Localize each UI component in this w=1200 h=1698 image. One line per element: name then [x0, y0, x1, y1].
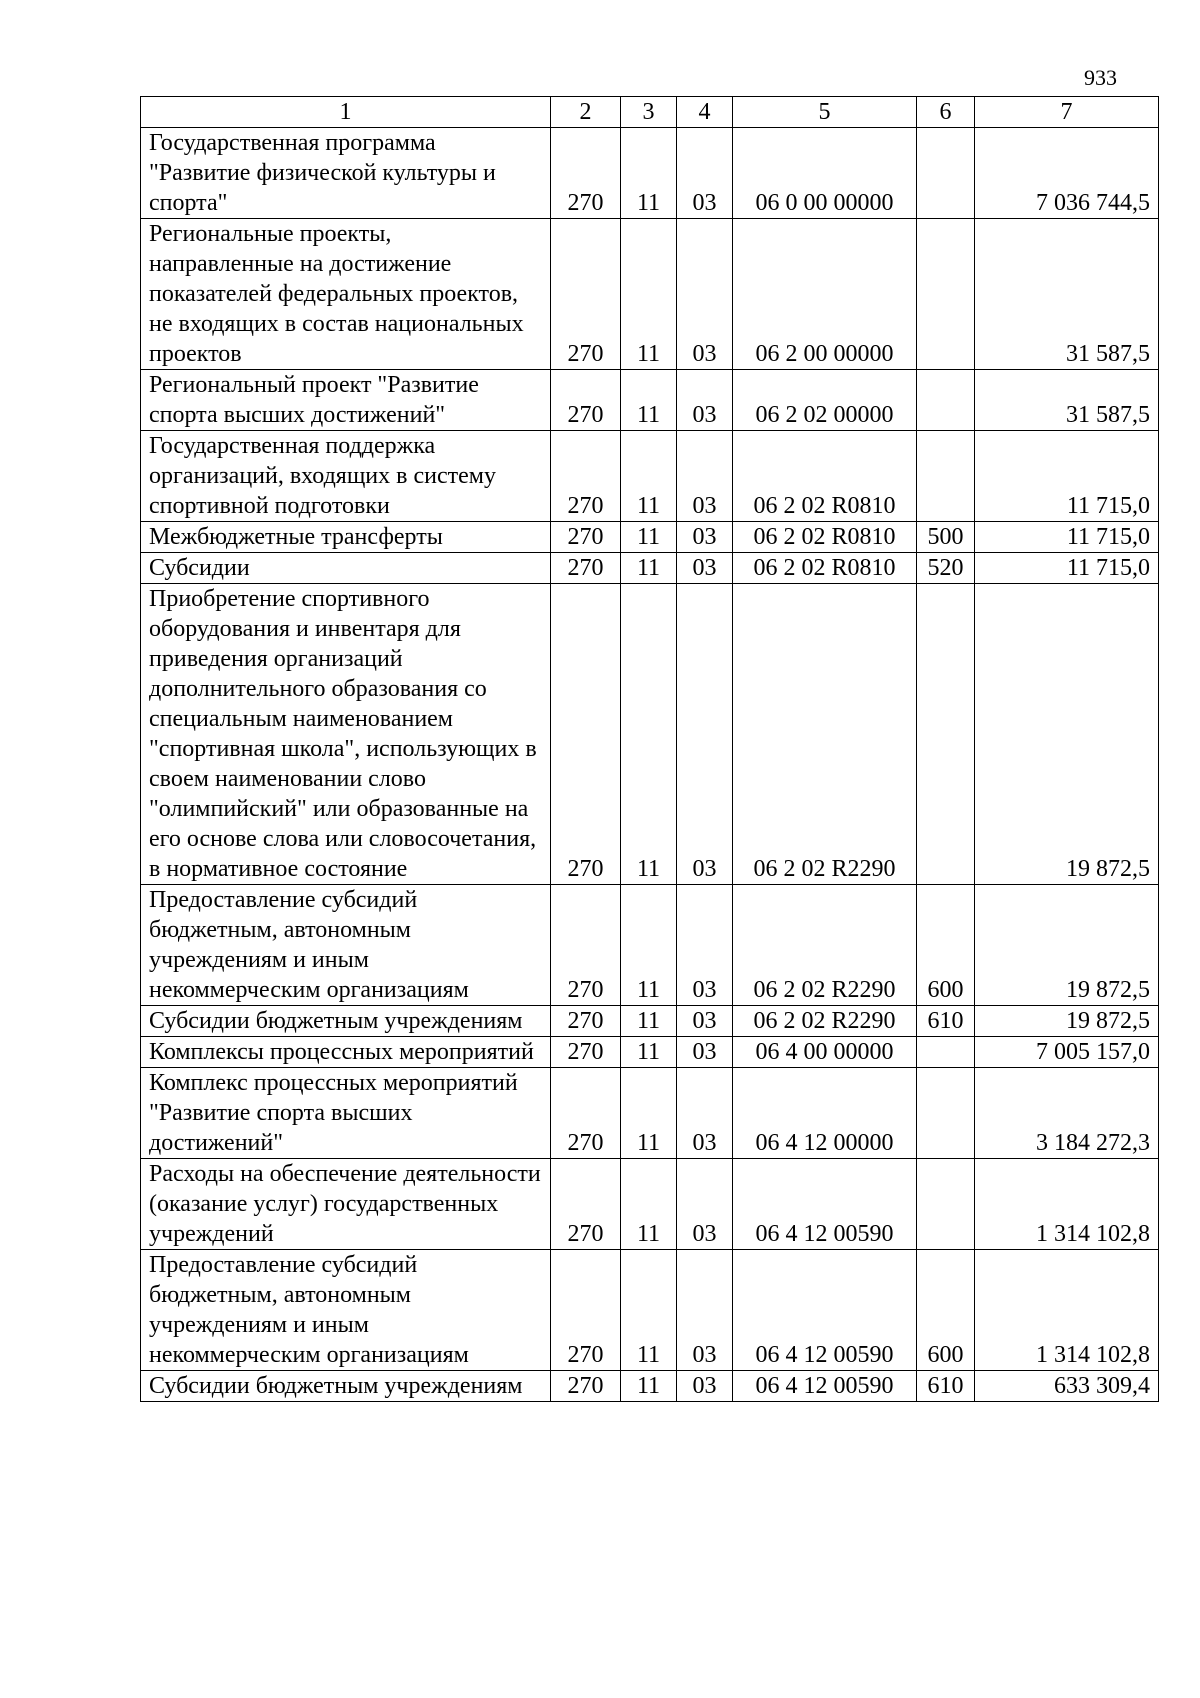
amount: 7 005 157,0: [975, 1037, 1159, 1068]
amount: 3 184 272,3: [975, 1068, 1159, 1159]
amount: 11 715,0: [975, 431, 1159, 522]
subsection-code: 03: [677, 1371, 733, 1402]
table-row: [141, 553, 1159, 584]
item-name: Расходы на обеспечение деятельности (оказание услуг) государственных учреждений: [141, 1159, 551, 1250]
subsection-code: 03: [677, 1250, 733, 1371]
subsection-code: 03: [677, 128, 733, 219]
section-code: 11: [621, 553, 677, 584]
item-name: Государственная поддержка организаций, входящих в систему спортивной подготовки: [141, 431, 551, 522]
amount: 11 715,0: [975, 522, 1159, 553]
expense-type-code: [917, 128, 975, 219]
subsection-code: 03: [677, 219, 733, 370]
table-row: [141, 522, 1159, 553]
target-article-code: 06 0 00 00000: [733, 128, 917, 219]
column-header: 6: [917, 97, 975, 128]
expense-type-code: 610: [917, 1006, 975, 1037]
subsection-code: 03: [677, 1068, 733, 1159]
column-header: 5: [733, 97, 917, 128]
department-code: 270: [551, 1371, 621, 1402]
expense-type-code: 500: [917, 522, 975, 553]
department-code: 270: [551, 1037, 621, 1068]
section-code: 11: [621, 1371, 677, 1402]
expense-type-code: [917, 370, 975, 431]
section-code: 11: [621, 584, 677, 885]
budget-table: [140, 96, 1159, 1402]
amount: 19 872,5: [975, 1006, 1159, 1037]
department-code: 270: [551, 522, 621, 553]
page-number: 933: [1084, 65, 1117, 90]
table-row: [141, 219, 1159, 370]
department-code: 270: [551, 1006, 621, 1037]
section-code: 11: [621, 370, 677, 431]
department-code: 270: [551, 370, 621, 431]
subsection-code: 03: [677, 553, 733, 584]
department-code: 270: [551, 219, 621, 370]
subsection-code: 03: [677, 370, 733, 431]
item-name: Приобретение спортивного оборудования и инвентаря для приведения организаций дополнительного образования со специальным наименованием "спортивная школа", использующих в своем наименовании слово "олимпийский" или образованные на его основе слова или словосочетания, в нормативное состояние: [141, 584, 551, 885]
section-code: 11: [621, 1159, 677, 1250]
expense-type-code: 600: [917, 1250, 975, 1371]
table-row: [141, 1250, 1159, 1371]
target-article-code: 06 2 02 R0810: [733, 431, 917, 522]
expense-type-code: [917, 1159, 975, 1250]
subsection-code: 03: [677, 885, 733, 1006]
section-code: 11: [621, 885, 677, 1006]
department-code: 270: [551, 1250, 621, 1371]
section-code: 11: [621, 1037, 677, 1068]
target-article-code: 06 4 12 00590: [733, 1250, 917, 1371]
item-name: Субсидии бюджетным учреждениям: [141, 1371, 551, 1402]
header-row: [141, 97, 1159, 128]
table-row: [141, 128, 1159, 219]
target-article-code: 06 2 02 00000: [733, 370, 917, 431]
table-row: [141, 1068, 1159, 1159]
table-row: [141, 431, 1159, 522]
expense-type-code: [917, 1068, 975, 1159]
expense-type-code: [917, 1037, 975, 1068]
table-row: [141, 1006, 1159, 1037]
table-row: [141, 1371, 1159, 1402]
amount: 1 314 102,8: [975, 1159, 1159, 1250]
target-article-code: 06 2 00 00000: [733, 219, 917, 370]
department-code: 270: [551, 885, 621, 1006]
target-article-code: 06 4 00 00000: [733, 1037, 917, 1068]
item-name: Комплексы процессных мероприятий: [141, 1037, 551, 1068]
amount: 1 314 102,8: [975, 1250, 1159, 1371]
target-article-code: 06 2 02 R2290: [733, 885, 917, 1006]
section-code: 11: [621, 219, 677, 370]
department-code: 270: [551, 584, 621, 885]
expense-type-code: 610: [917, 1371, 975, 1402]
section-code: 11: [621, 1250, 677, 1371]
item-name: Региональный проект "Развитие спорта высших достижений": [141, 370, 551, 431]
item-name: Субсидии: [141, 553, 551, 584]
column-header: 1: [141, 97, 551, 128]
item-name: Предоставление субсидий бюджетным, автономным учреждениям и иным некоммерческим организациям: [141, 885, 551, 1006]
section-code: 11: [621, 431, 677, 522]
item-name: Комплекс процессных мероприятий "Развитие спорта высших достижений": [141, 1068, 551, 1159]
target-article-code: 06 2 02 R0810: [733, 522, 917, 553]
item-name: Региональные проекты, направленные на достижение показателей федеральных проектов, не входящих в состав национальных проектов: [141, 219, 551, 370]
section-code: 11: [621, 128, 677, 219]
subsection-code: 03: [677, 1006, 733, 1037]
target-article-code: 06 2 02 R0810: [733, 553, 917, 584]
amount: 633 309,4: [975, 1371, 1159, 1402]
table-row: [141, 1159, 1159, 1250]
expense-type-code: [917, 431, 975, 522]
amount: 31 587,5: [975, 370, 1159, 431]
subsection-code: 03: [677, 431, 733, 522]
table-row: [141, 584, 1159, 885]
expense-type-code: [917, 584, 975, 885]
target-article-code: 06 4 12 00000: [733, 1068, 917, 1159]
column-header: 3: [621, 97, 677, 128]
target-article-code: 06 2 02 R2290: [733, 584, 917, 885]
table-row: [141, 885, 1159, 1006]
amount: 31 587,5: [975, 219, 1159, 370]
table-row: [141, 370, 1159, 431]
department-code: 270: [551, 553, 621, 584]
expense-type-code: 520: [917, 553, 975, 584]
target-article-code: 06 4 12 00590: [733, 1159, 917, 1250]
section-code: 11: [621, 1006, 677, 1037]
department-code: 270: [551, 431, 621, 522]
column-header: 2: [551, 97, 621, 128]
subsection-code: 03: [677, 1037, 733, 1068]
expense-type-code: 600: [917, 885, 975, 1006]
item-name: Субсидии бюджетным учреждениям: [141, 1006, 551, 1037]
department-code: 270: [551, 1068, 621, 1159]
table-row: [141, 1037, 1159, 1068]
column-header: 7: [975, 97, 1159, 128]
department-code: 270: [551, 128, 621, 219]
item-name: Государственная программа "Развитие физической культуры и спорта": [141, 128, 551, 219]
target-article-code: 06 2 02 R2290: [733, 1006, 917, 1037]
column-header: 4: [677, 97, 733, 128]
item-name: Межбюджетные трансферты: [141, 522, 551, 553]
subsection-code: 03: [677, 522, 733, 553]
subsection-code: 03: [677, 1159, 733, 1250]
amount: 11 715,0: [975, 553, 1159, 584]
section-code: 11: [621, 1068, 677, 1159]
subsection-code: 03: [677, 584, 733, 885]
amount: 19 872,5: [975, 885, 1159, 1006]
section-code: 11: [621, 522, 677, 553]
department-code: 270: [551, 1159, 621, 1250]
amount: 19 872,5: [975, 584, 1159, 885]
item-name: Предоставление субсидий бюджетным, автономным учреждениям и иным некоммерческим организациям: [141, 1250, 551, 1371]
amount: 7 036 744,5: [975, 128, 1159, 219]
expense-type-code: [917, 219, 975, 370]
target-article-code: 06 4 12 00590: [733, 1371, 917, 1402]
